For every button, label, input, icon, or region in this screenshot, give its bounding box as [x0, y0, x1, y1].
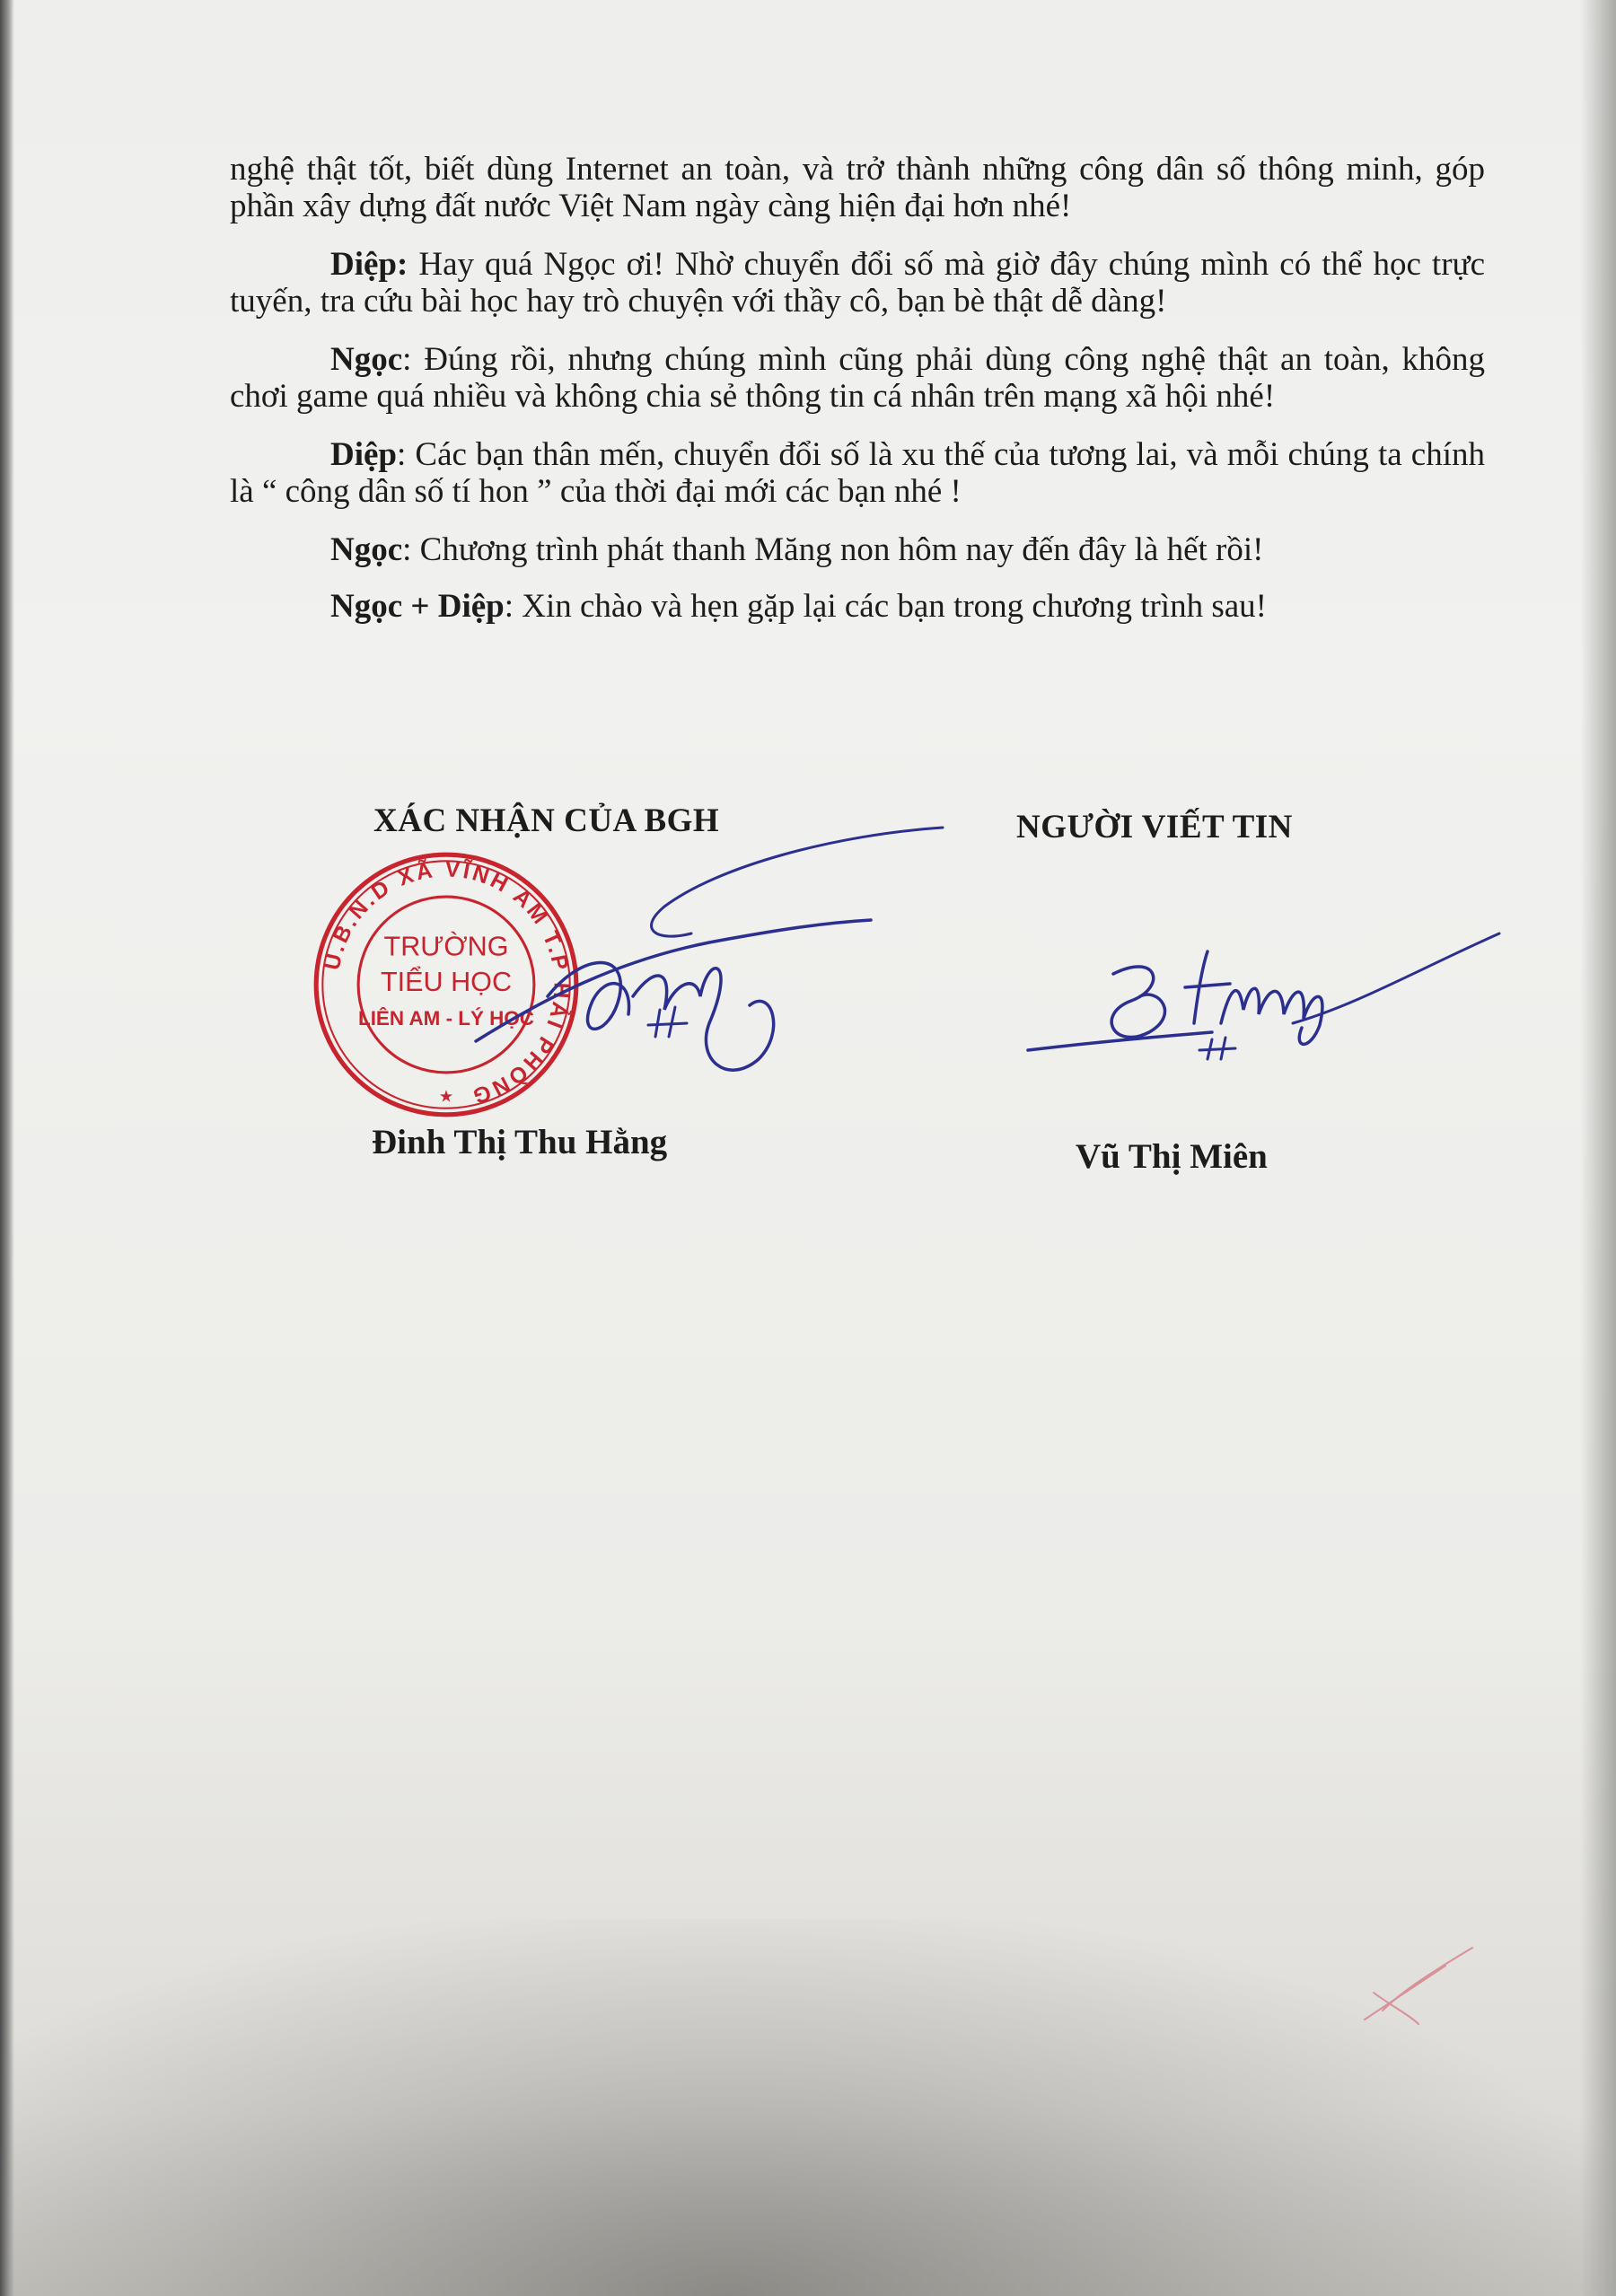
paragraph-6: [230, 588, 1485, 625]
photo-shadow: [0, 1919, 1616, 2296]
speaker-label: Ngọc: [330, 531, 403, 568]
left-signature-title: XÁC NHẬN CỦA BGH: [373, 802, 720, 839]
document-body: [230, 151, 1485, 646]
speaker-label: Diệp:: [330, 246, 408, 283]
stamp-ring-text: U.B.N.D XÃ VĨNH AM T.P HẢI PHÒNG: [320, 857, 574, 1109]
paragraph-1: [230, 151, 1485, 224]
stamp-line-2: TIỂU HỌC: [380, 967, 513, 998]
right-signature-mark: [1023, 925, 1508, 1077]
paragraph-2-text: Hay quá Ngọc ơi! Nhờ chuyển đổi số mà giờ đây chúng mình có thể học trực tuyến, tra cứu bài học hay trò chuyện với thầy cô, bạn bè thật dễ dàng!: [230, 246, 1485, 320]
speaker-label: Ngọc: [330, 341, 403, 378]
stamp-line-3: LIÊN AM - LÝ HỌC: [358, 1006, 534, 1030]
paragraph-4: [230, 436, 1485, 510]
left-signer-name: Đinh Thị Thu Hằng: [372, 1123, 668, 1161]
paragraph-3-text: : Đúng rồi, nhưng chúng mình cũng phải dùng công nghệ thật an toàn, không chơi game quá nhiều và không chia sẻ thông tin cá nhân trên mạng xã hội nhé!: [230, 341, 1485, 415]
paragraph-4-text: : Các bạn thân mến, chuyển đổi số là xu thế của tương lai, và mỗi chúng ta chính là “ công dân số tí hon ” của thời đại mới các bạn nhé !: [230, 436, 1485, 510]
paragraph-6-text: : Xin chào và hẹn gặp lại các bạn trong chương trình sau!: [504, 588, 1267, 625]
paragraph-5: [230, 531, 1485, 568]
right-signature-title: NGƯỜI VIẾT TIN: [1016, 809, 1293, 846]
speaker-label: Diệp: [330, 436, 397, 473]
stamp-line-1: TRƯỜNG: [383, 931, 509, 962]
right-signer-name: Vũ Thị Miên: [1076, 1137, 1268, 1176]
paragraph-2: [230, 246, 1485, 320]
paragraph-1-text: nghệ thật tốt, biết dùng Internet an toàn, và trở thành những công dân số thông minh, góp phần xây dựng đất nước Việt Nam ngày càng hiện đại hơn nhé!: [230, 151, 1485, 224]
svg-text:★: ★: [438, 1087, 454, 1107]
paragraph-5-text: : Chương trình phát thanh Măng non hôm nay đến đây là hết rồi!: [402, 531, 1264, 568]
speaker-label: Ngọc + Diệp: [330, 588, 505, 625]
left-signature-mark: [440, 817, 961, 1113]
paragraph-3: [230, 341, 1485, 415]
